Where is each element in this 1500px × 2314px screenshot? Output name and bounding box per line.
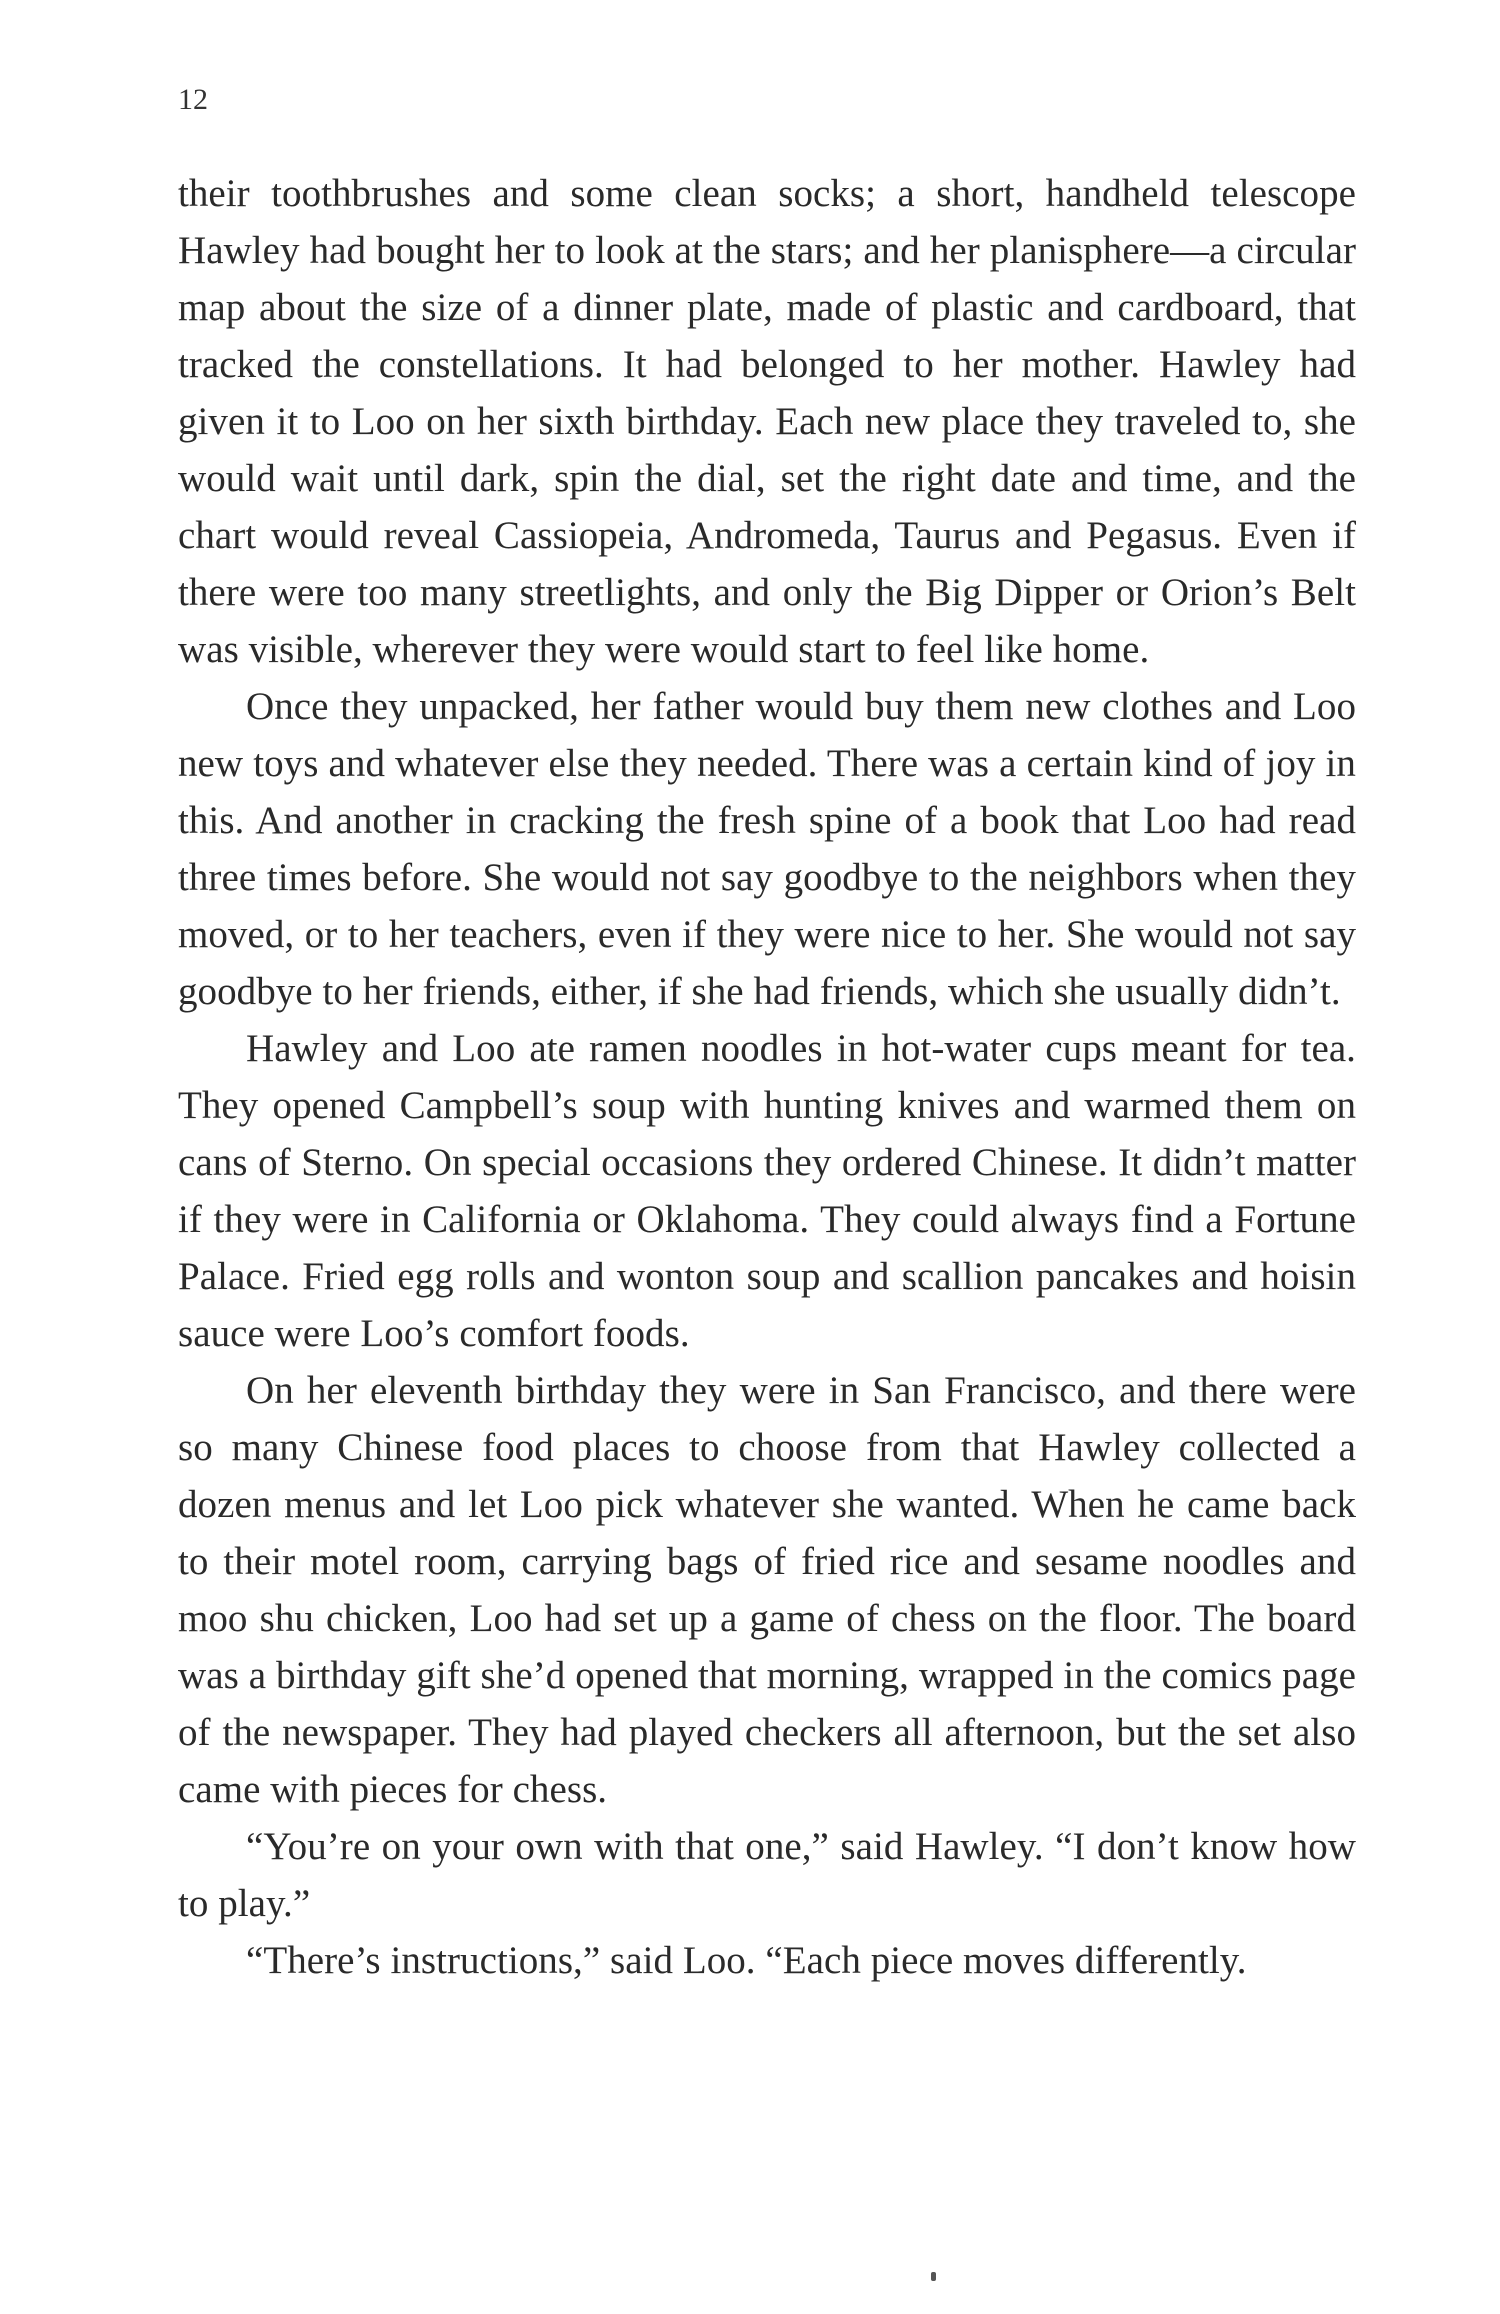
- paragraph-4: On her eleventh birthday they were in San Francisco, and there were so many Chinese food places to choose from that Hawley collected a dozen menus and let Loo pick whatever she wanted. When he came back to their motel room, carrying bags of fried rice and sesame noodles and moo shu chicken, Loo had set up a game of chess on the floor. The board was a birthday gift she’d opened that morning, wrapped in the comics page of the newspaper. They had played checkers all afternoon, but the set also came with pieces for chess.: [178, 1369, 1356, 1811]
- paragraph-6: “There’s instructions,” said Loo. “Each piece moves differently.: [246, 1939, 1247, 1982]
- paragraph-1: their toothbrushes and some clean socks; a short, handheld telescope Hawley had bought her to look at the stars; and her planisphere—a circular map about the size of a dinner plate, made of plastic and cardboard, that tracked the constellations. It had belonged to her mother. Hawley had given it to Loo on her sixth birthday. Each new place they traveled to, she would wait until dark, spin the dial, set the right date and time, and the chart would reveal Cassiopeia, Andromeda, Taurus and Pegasus. Even if there were too many streetlights, and only the Big Dipper or Orion’s Belt was visible, wherever they were would start to feel like home.: [178, 172, 1356, 671]
- scan-speck: [931, 2272, 936, 2281]
- paragraph-2: Once they unpacked, her father would buy them new clothes and Loo new toys and whatever else they needed. There was a certain kind of joy in this. And another in cracking the fresh spine of a book that Loo had read three times before. She would not say goodbye to the neighbors when they moved, or to her teachers, even if they were nice to her. She would not say goodbye to her friends, either, if she had friends, which she usually didn’t.: [178, 685, 1356, 1013]
- page-number: 12: [178, 83, 208, 116]
- paragraph-3: Hawley and Loo ate ramen noodles in hot-water cups meant for tea. They opened Campbell’s soup with hunting knives and warmed them on cans of Sterno. On special occasions they ordered Chinese. It didn’t matter if they were in California or Oklahoma. They could always find a Fortune Palace. Fried egg rolls and wonton soup and scallion pancakes and hoisin sauce were Loo’s comfort foods.: [178, 1027, 1356, 1355]
- paragraph-5: “You’re on your own with that one,” said Hawley. “I don’t know how to play.”: [178, 1825, 1356, 1925]
- body-text: [178, 165, 1356, 1989]
